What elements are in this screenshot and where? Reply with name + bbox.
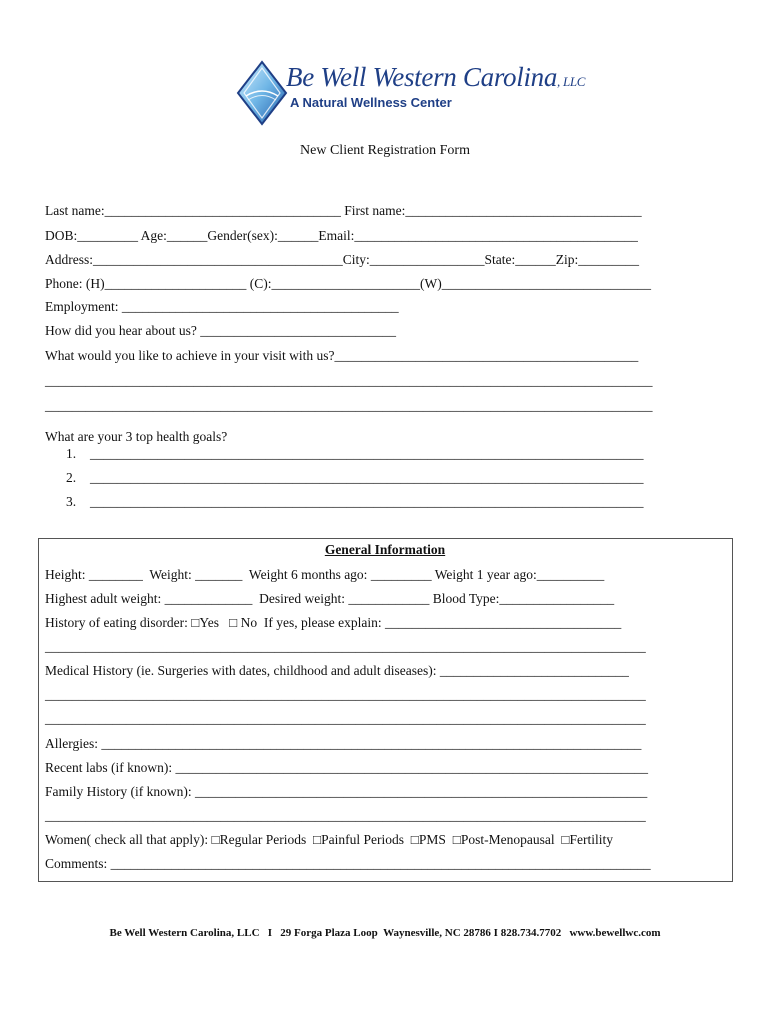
- medical-history-extra-line[interactable]: _________________________________________________________________________________________: [45, 711, 646, 726]
- family-history-line[interactable]: Family History (if known): ___________________________________________________________________: [45, 784, 648, 799]
- visit-goal-extra-line[interactable]: __________________________________________________________________________________________: [45, 373, 653, 388]
- company-logo: [236, 58, 586, 128]
- goals-question: What are your 3 top health goals?: [45, 429, 228, 444]
- height-weight-line[interactable]: Height: ________ Weight: _______ Weight 6 months ago: _________ Weight 1 year ago:__________: [45, 567, 605, 582]
- form-title: New Client Registration Form: [300, 143, 470, 158]
- footer-contact: Be Well Western Carolina, LLC I 29 Forga Plaza Loop Waynesville, NC 28786 I 828.734.7702 www.bewellwc.com: [109, 927, 661, 939]
- allergies-line[interactable]: Allergies: ________________________________________________________________________________: [45, 736, 642, 751]
- recent-labs-line[interactable]: Recent labs (if known): ______________________________________________________________________: [45, 760, 648, 775]
- goal-input-line[interactable]: __________________________________________________________________________________: [90, 470, 644, 485]
- goal-input-line[interactable]: __________________________________________________________________________________: [90, 494, 644, 509]
- address-field-line[interactable]: Address:_____________________________________City:_________________State:______Zip:_________: [45, 252, 639, 267]
- medical-history-line[interactable]: Medical History (ie. Surgeries with dates, childhood and adult diseases): ____________________________: [45, 663, 629, 678]
- eating-disorder-extra-line[interactable]: _________________________________________________________________________________________: [45, 639, 646, 654]
- goal-number: 1.: [66, 446, 77, 461]
- comments-line[interactable]: Comments: ________________________________________________________________________________: [45, 856, 651, 871]
- logo-llc-text: , LLC: [557, 74, 586, 89]
- visit-goal-extra-line[interactable]: __________________________________________________________________________________________: [45, 398, 653, 413]
- phone-field-line[interactable]: Phone: (H)_____________________ (C):______________________(W)_______________________________: [45, 276, 651, 291]
- weight-blood-type-line[interactable]: Highest adult weight: _____________ Desired weight: ____________ Blood Type:_________________: [45, 591, 615, 606]
- goal-input-line[interactable]: __________________________________________________________________________________: [90, 446, 644, 461]
- eating-disorder-line[interactable]: History of eating disorder: □Yes □ No If yes, please explain: ___________________________________: [45, 615, 622, 630]
- goal-number: 3.: [66, 494, 77, 509]
- general-info-title: General Information: [324, 542, 446, 557]
- referral-field-line[interactable]: How did you hear about us? _____________________________: [45, 323, 396, 338]
- general-info-box: [38, 538, 733, 882]
- employment-field-line[interactable]: Employment: _________________________________________: [45, 299, 399, 314]
- women-checkbox-line[interactable]: Women( check all that apply): □Regular Periods □Painful Periods □PMS □Post-Menopausal □Fertility: [45, 832, 613, 847]
- medical-history-extra-line[interactable]: _________________________________________________________________________________________: [45, 687, 646, 702]
- visit-goal-field-line[interactable]: What would you like to achieve in your visit with us?_____________________________________________: [45, 348, 639, 363]
- name-field-line[interactable]: Last name:___________________________________ First name:___________________________________: [45, 203, 642, 218]
- dob-field-line[interactable]: DOB:_________ Age:______Gender(sex):______Email:__________________________________________: [45, 228, 638, 243]
- logo-title-text: Be Well Western Carolina: [286, 62, 558, 92]
- goal-number: 2.: [66, 470, 77, 485]
- family-history-extra-line[interactable]: _________________________________________________________________________________________: [45, 808, 646, 823]
- logo-subtitle: A Natural Wellness Center: [290, 95, 452, 110]
- logo-title: [286, 62, 585, 93]
- diamond-logo-icon: [236, 60, 288, 126]
